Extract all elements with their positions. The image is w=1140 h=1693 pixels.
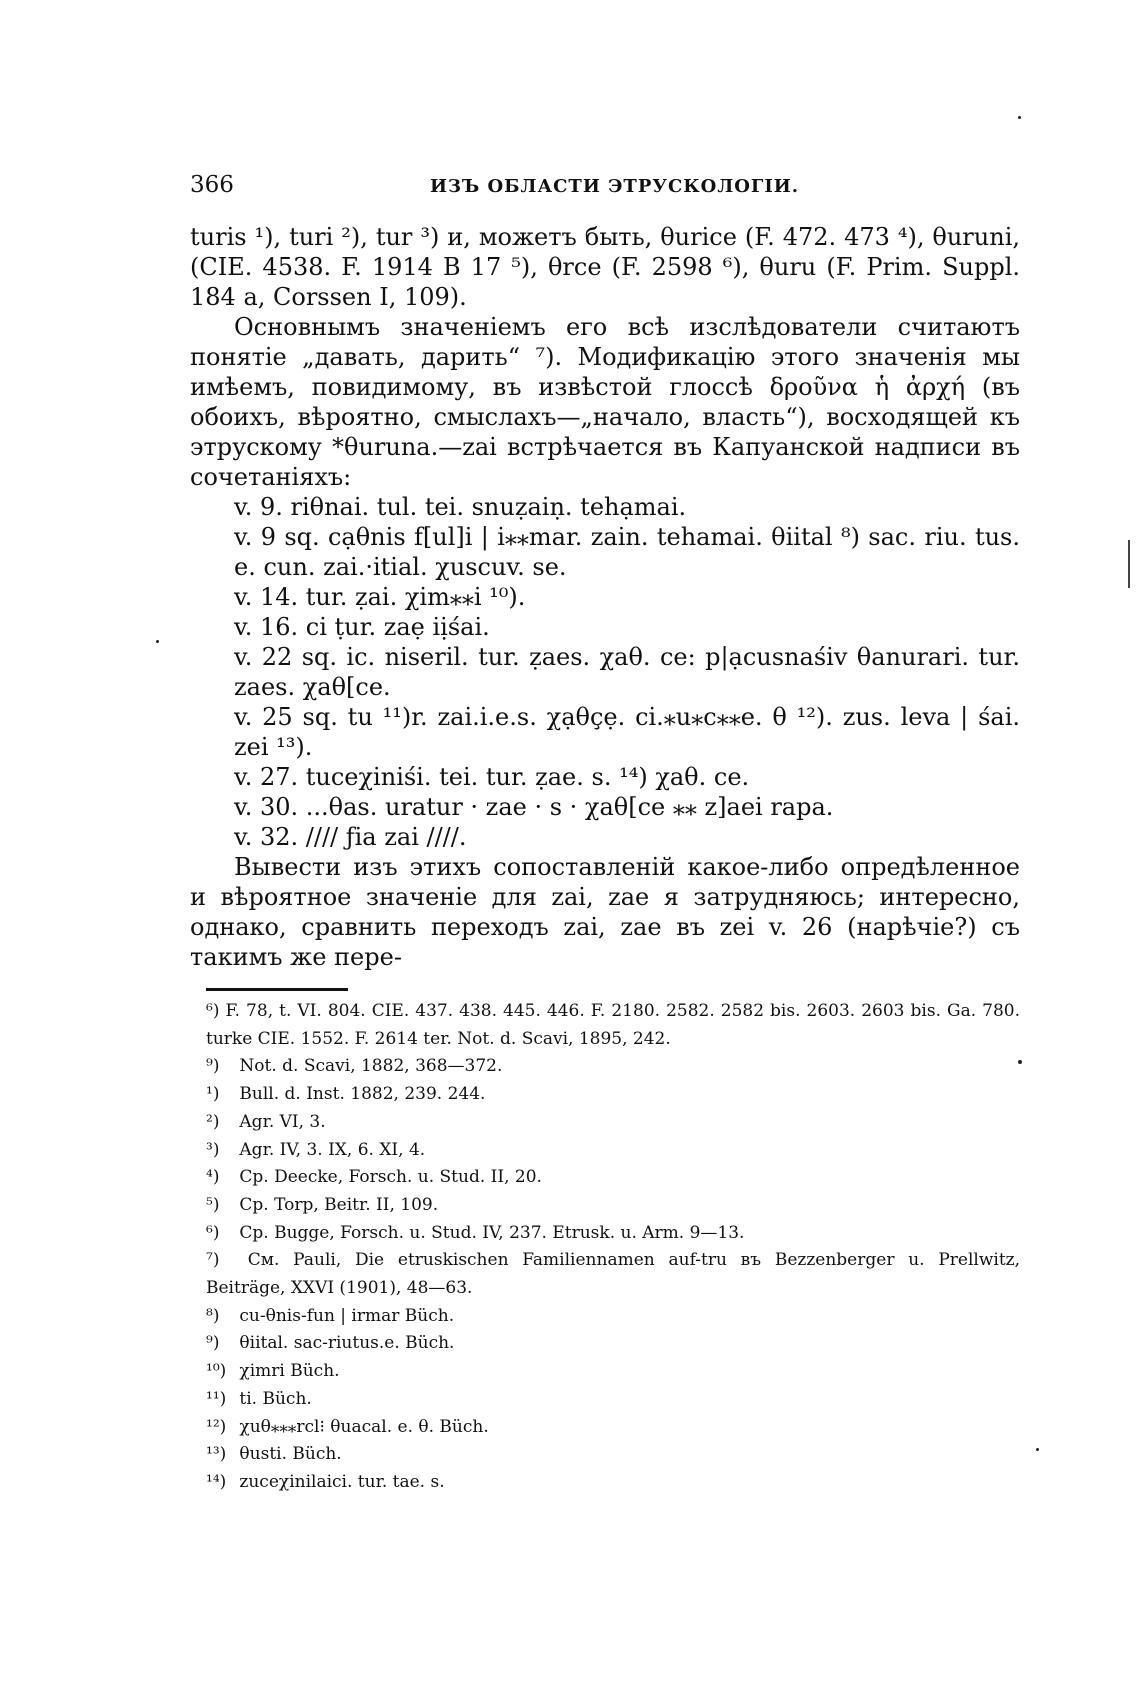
footnote-text: Bull. d. Inst. 1882, 239. 244.: [239, 1084, 486, 1105]
inscription-line: v. 32. //// ƒia zai ////.: [234, 823, 467, 851]
scan-edge-mark: [1128, 540, 1130, 588]
footnote-marker: ¹): [206, 1084, 220, 1105]
inscription-line: v. 14. tur. ẓai. χim⁎⁎i ¹⁰).: [234, 583, 526, 611]
footnote: [206, 1109, 1020, 1137]
footnote-text: Agr. VI, 3.: [239, 1111, 326, 1132]
footnote-marker: ¹⁴): [206, 1471, 227, 1492]
page-number: 366: [190, 172, 234, 198]
scan-speck: [156, 640, 159, 643]
paragraph-forms: turis ¹), turi ²), tur ³) и, можетъ быть, θurice (F. 472. 473 ⁴), θuruni, (CIE. 4538. F. 1914 B 17 ⁵), θrce (F. 2598 ⁶), θuru (F. Prim. Suppl. 184 a, Corssen I, 109).: [190, 223, 1020, 311]
footnote-marker: ¹¹): [206, 1388, 227, 1409]
footnote-text: Cp. Bugge, Forsch. u. Stud. IV, 237. Etrusk. u. Arm. 9—13.: [239, 1222, 745, 1243]
footnote: [206, 1386, 1020, 1414]
scan-speck: [1036, 1448, 1039, 1451]
page-header: [190, 172, 1020, 202]
footnote-marker: ²): [206, 1111, 220, 1132]
footnote-marker: ⁵): [206, 1194, 220, 1215]
inscription-line: v. 9 sq. cạθnis f[ul]i | i⁎⁎mar. zain. tehamai. θiital ⁸) sac. riu. tus. e. cun. zai.·itial. χuscuv. se.: [234, 523, 1020, 581]
inscription-line: v. 27. tuceχiniśi. tei. tur. ẓae. s. ¹⁴) χaθ. ce.: [234, 763, 750, 791]
footnote-marker: ⁹): [206, 1333, 220, 1354]
footnote: [206, 1137, 1020, 1165]
footnote: [206, 1330, 1020, 1358]
footnote-marker: ¹⁰): [206, 1361, 227, 1382]
footnote-rule: [206, 988, 348, 991]
footnote-marker: ⁴): [206, 1167, 220, 1188]
footnote-text: Cp. Deecke, Forsch. u. Stud. II, 20.: [239, 1167, 542, 1188]
footnote-marker: ⁶): [206, 1222, 220, 1243]
footnote-text: Not. d. Scavi, 1882, 368—372.: [239, 1056, 503, 1077]
footnote: [206, 1469, 1020, 1497]
footnote-marker: ⁹): [206, 1056, 220, 1077]
footnote: [206, 1358, 1020, 1386]
footnote-text: θiital. sac-riutus.e. Büch.: [239, 1333, 455, 1354]
inscription-line: v. 9. riθnai. tul. tei. snuẓaiṇ. tehạmai.: [234, 493, 687, 521]
footnote-text: χimri Büch.: [239, 1361, 340, 1382]
footnote: [206, 1192, 1020, 1220]
paragraph-meaning: Основнымъ значеніемъ его всѣ изслѣдователи считаютъ понятіе „давать, дарить“ ⁷). Модификацію этого значенія мы имѣемъ, повидимому, въ извѣстой глоссѣ δροῦνα ἡ ἀρχή (въ обоихъ, вѣроятно, смыслахъ—„начало, власть“), восходящей къ этрускому *θuruna.—zai встрѣчается въ Капуанской надписи въ сочетаніяхъ:: [190, 313, 1020, 491]
footnote: [206, 1220, 1020, 1248]
footnote-text: θusti. Büch.: [239, 1444, 342, 1465]
scan-speck: [1018, 1060, 1022, 1064]
footnote-text: cu-θnis-fun | irmar Büch.: [239, 1305, 455, 1326]
footnote-marker: ¹²): [206, 1416, 227, 1437]
footnote: [206, 1414, 1020, 1442]
footnote-text: χuθ⁎⁎⁎rcl⁝ θuacal. e. θ. Büch.: [239, 1416, 489, 1437]
footnote-marker: ⁷): [206, 1250, 220, 1271]
footnote: [206, 1081, 1020, 1109]
footnote-text: zuceχinilaici. tur. tae. s.: [239, 1471, 445, 1492]
footnote: [206, 1247, 1020, 1302]
inscription-line: v. 22 sq. ic. niseril. tur. ẓaes. χaθ. ce: p|ạcusnaśiv θanurari. tur. zaes. χaθ[ce.: [234, 643, 1020, 701]
footnote-text: ti. Büch.: [239, 1388, 312, 1409]
footnote: [206, 1441, 1020, 1469]
main-text: [190, 222, 1020, 972]
inscription-line: v. 16. ci ṭur. zaẹ iịśai.: [234, 613, 490, 641]
footnote-text: Agr. IV, 3. IX, 6. XI, 4.: [239, 1139, 426, 1160]
running-head: ИЗЪ ОБЛАСТИ ЭТРУСКОЛОГІИ.: [430, 176, 800, 197]
paragraph-conclusion: Вывести изъ этихъ сопоставленій какое-либо опредѣленное и вѣроятное значеніе для zai, zae я затрудняюсь; интересно, однако, сравнить переходъ zai, zae въ zei v. 26 (нарѣчіе?) съ такимъ же пере-: [190, 853, 1020, 971]
footnote: [206, 1303, 1020, 1331]
footnotes: [206, 998, 1020, 1497]
footnote-marker: ⁸): [206, 1305, 220, 1326]
footnote: [206, 1053, 1020, 1081]
footnote-marker: ³): [206, 1139, 220, 1160]
footnote-text: Cp. Torp, Beitr. II, 109.: [239, 1194, 439, 1215]
footnote-marker: ¹³): [206, 1444, 227, 1465]
scan-speck: [1018, 116, 1021, 119]
footnote-continuation: ⁶) F. 78, t. VI. 804. CIE. 437. 438. 445. 446. F. 2180. 2582. 2582 bis. 2603. 2603 bis. Ga. 780. turke CIE. 1552. F. 2614 ter. Not. d. Scavi, 1895, 242.: [206, 1001, 1020, 1049]
footnote: [206, 1164, 1020, 1192]
inscription-line: v. 30. ...θas. uratur · zae · s · χaθ[ce ⁎⁎ z]aei rapa.: [234, 793, 834, 821]
inscription-line: v. 25 sq. tu ¹¹)r. zai.i.e.s. χạθçẹ. ci.⁎u⁎c⁎⁎e. θ ¹²). zus. leva | śai. zei ¹³).: [234, 703, 1020, 761]
footnote-text: Cм. Pauli, Die etruskischen Familiennamen auf-tru въ Bezzenberger u. Prellwitz, Beiträge, XXVI (1901), 48—63.: [206, 1250, 1021, 1299]
